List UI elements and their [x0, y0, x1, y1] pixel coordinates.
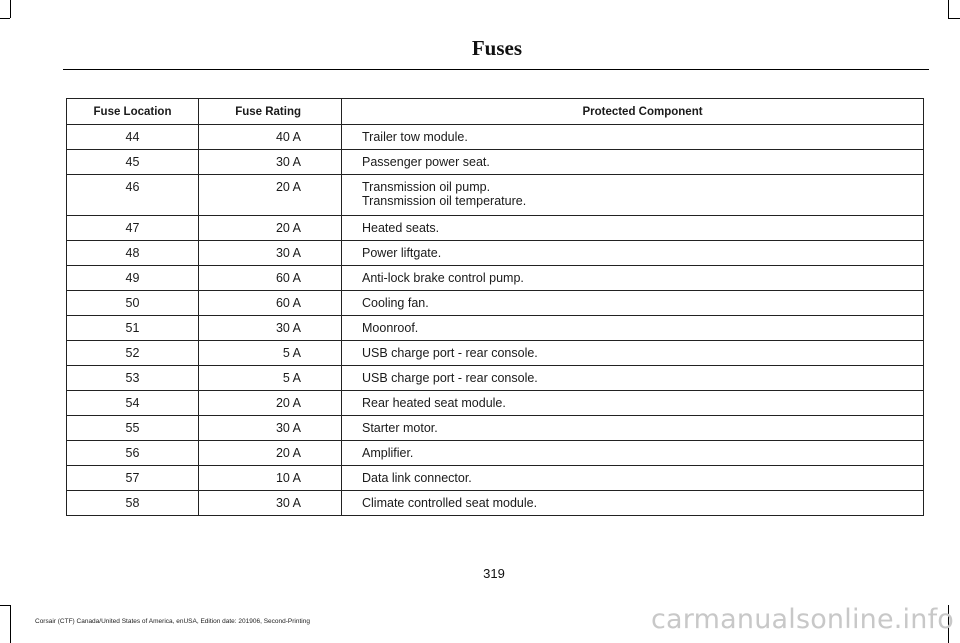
- column-header-fuse-rating: Fuse Rating: [199, 99, 342, 125]
- fuse-location-cell: 57: [67, 466, 199, 491]
- crop-mark-bottom-left-v: [10, 605, 11, 643]
- fuse-location-cell: 49: [67, 266, 199, 291]
- protected-component-cell: Power liftgate.: [342, 241, 924, 266]
- table-row: [67, 491, 924, 516]
- column-header-fuse-location: Fuse Location: [67, 99, 199, 125]
- fuse-location-cell: 51: [67, 316, 199, 341]
- fuse-location-cell: 58: [67, 491, 199, 516]
- table-row: [67, 241, 924, 266]
- protected-component-cell: Heated seats.: [342, 216, 924, 241]
- fuse-rating-cell: 20 A: [199, 441, 342, 466]
- fuse-location-cell: 55: [67, 416, 199, 441]
- fuse-location-cell: 45: [67, 150, 199, 175]
- watermark-logo: carmanualsonline.info: [651, 604, 954, 635]
- protected-component-cell: Climate controlled seat module.: [342, 491, 924, 516]
- table-row: [67, 266, 924, 291]
- protected-component-line: Transmission oil pump.: [362, 180, 491, 194]
- fuse-location-cell: 48: [67, 241, 199, 266]
- fuse-rating-cell: 20 A: [199, 175, 342, 216]
- crop-mark-top-right-h: [948, 18, 960, 19]
- fuse-rating-cell: 60 A: [199, 291, 342, 316]
- protected-component-cell: Trailer tow module.: [342, 125, 924, 150]
- table-row: [67, 125, 924, 150]
- protected-component-cell: USB charge port - rear console.: [342, 366, 924, 391]
- fuse-rating-cell: 5 A: [199, 341, 342, 366]
- table-row: [67, 316, 924, 341]
- fuse-rating-cell: 30 A: [199, 241, 342, 266]
- protected-component-cell: Amplifier.: [342, 441, 924, 466]
- fuse-rating-cell: 5 A: [199, 366, 342, 391]
- table-body: [67, 125, 924, 516]
- fuse-rating-cell: 30 A: [199, 316, 342, 341]
- protected-component-cell: Rear heated seat module.: [342, 391, 924, 416]
- column-header-protected-component: Protected Component: [342, 99, 924, 125]
- title-divider: [63, 69, 929, 70]
- fuse-location-cell: 47: [67, 216, 199, 241]
- fuse-rating-cell: 20 A: [199, 216, 342, 241]
- fuse-rating-cell: 30 A: [199, 491, 342, 516]
- protected-component-cell: USB charge port - rear console.: [342, 341, 924, 366]
- protected-component-cell: Starter motor.: [342, 416, 924, 441]
- protected-component-cell: Moonroof.: [342, 316, 924, 341]
- table-row: [67, 391, 924, 416]
- table-row: [67, 441, 924, 466]
- protected-component-cell: [342, 175, 924, 216]
- fuse-location-cell: 52: [67, 341, 199, 366]
- table-row: [67, 466, 924, 491]
- crop-mark-bottom-left-h: [0, 605, 10, 606]
- crop-mark-top-left-v: [10, 0, 11, 18]
- table-row: [67, 291, 924, 316]
- fuse-rating-cell: 30 A: [199, 150, 342, 175]
- table-header-row: [67, 99, 924, 125]
- page-number: 319: [483, 566, 505, 581]
- fuse-rating-cell: 40 A: [199, 125, 342, 150]
- fuse-rating-cell: 10 A: [199, 466, 342, 491]
- protected-component-cell: Passenger power seat.: [342, 150, 924, 175]
- page-title: Fuses: [471, 36, 522, 60]
- protected-component-line: Transmission oil temperature.: [362, 194, 527, 208]
- fuse-location-cell: 53: [67, 366, 199, 391]
- table-row: [67, 341, 924, 366]
- fuse-table: [66, 98, 924, 516]
- fuse-rating-cell: 30 A: [199, 416, 342, 441]
- protected-component-cell: Data link connector.: [342, 466, 924, 491]
- fuse-rating-cell: 20 A: [199, 391, 342, 416]
- fuse-location-cell: 50: [67, 291, 199, 316]
- fuse-location-cell: 56: [67, 441, 199, 466]
- table-row: [67, 366, 924, 391]
- fuse-location-cell: 54: [67, 391, 199, 416]
- crop-mark-top-right-v: [948, 0, 949, 18]
- table-row: [67, 175, 924, 216]
- table-row: [67, 150, 924, 175]
- table-row: [67, 416, 924, 441]
- edition-footer: Corsair (CTF) Canada/United States of America, enUSA, Edition date: 201906, Second-Printing: [35, 618, 310, 625]
- fuse-location-cell: 46: [67, 175, 199, 216]
- fuse-rating-cell: 60 A: [199, 266, 342, 291]
- protected-component-cell: Anti-lock brake control pump.: [342, 266, 924, 291]
- protected-component-cell: Cooling fan.: [342, 291, 924, 316]
- table-row: [67, 216, 924, 241]
- fuse-location-cell: 44: [67, 125, 199, 150]
- crop-mark-top-left-h: [0, 18, 10, 19]
